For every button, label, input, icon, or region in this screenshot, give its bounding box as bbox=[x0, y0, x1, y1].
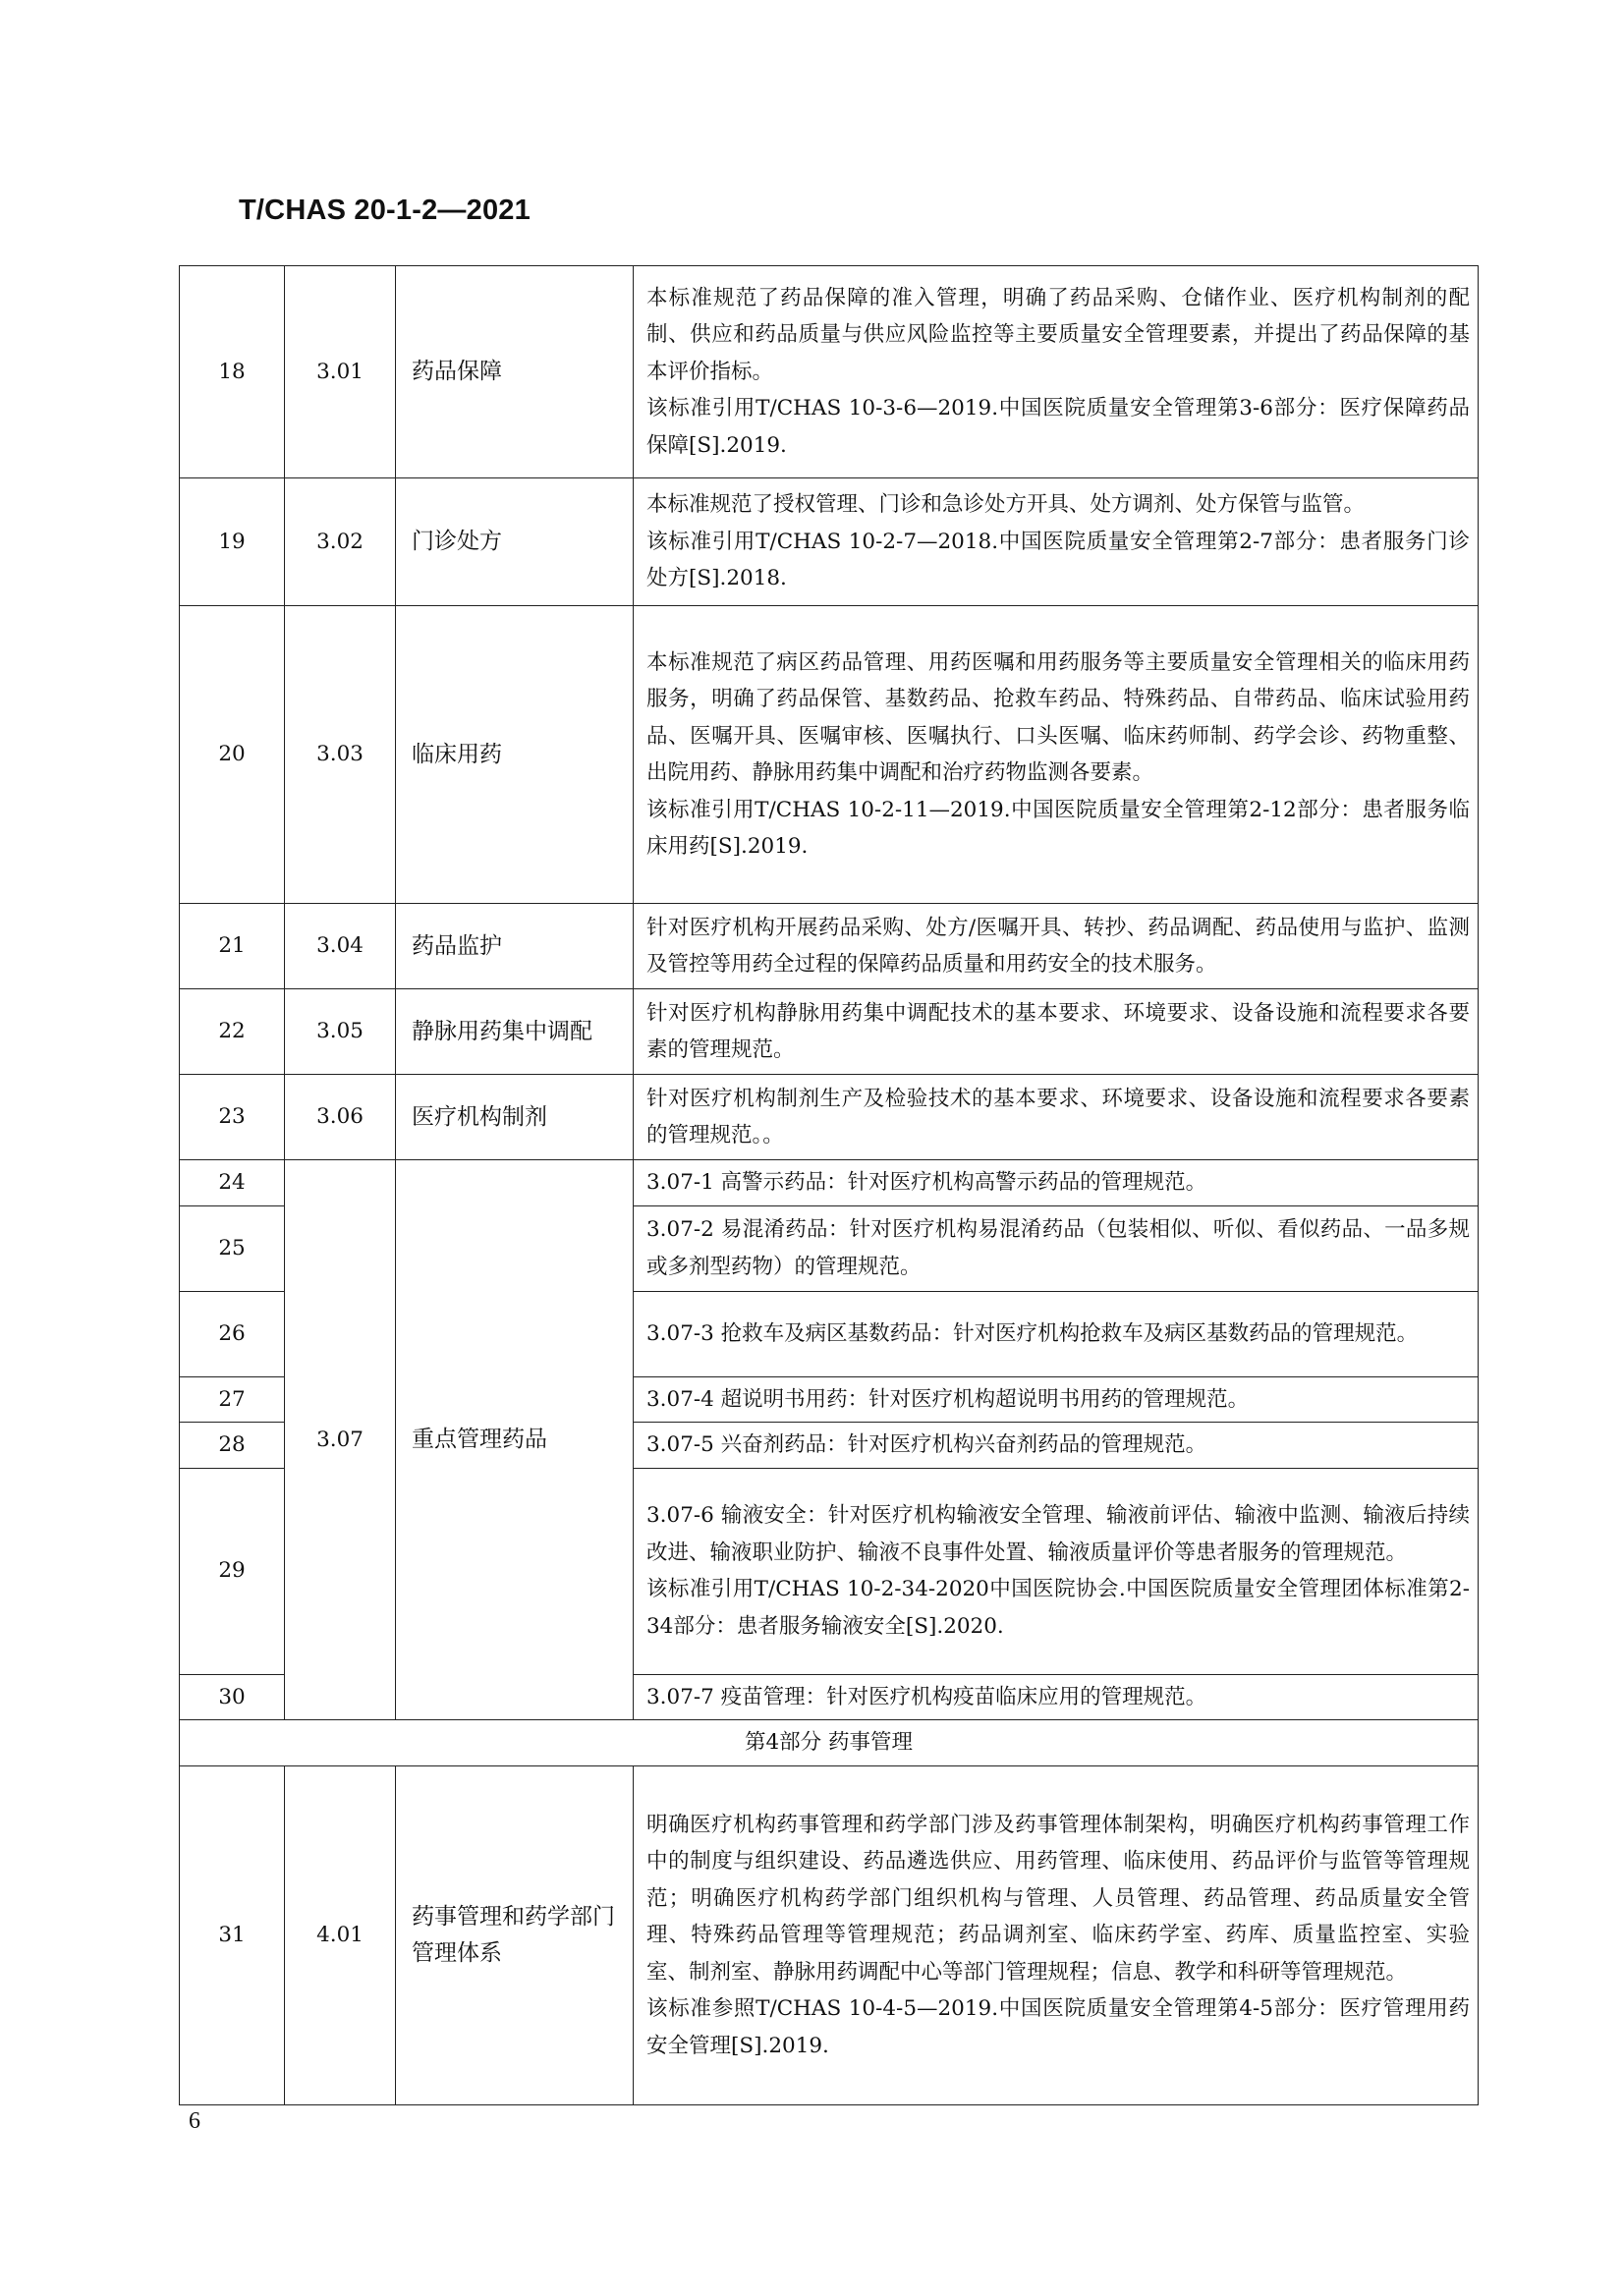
row-number: 27 bbox=[180, 1376, 285, 1423]
row-number: 31 bbox=[180, 1766, 285, 2105]
description-paragraph: 3.07-5 兴奋剂药品：针对医疗机构兴奋剂药品的管理规范。 bbox=[646, 1432, 1207, 1457]
clause-code: 3.03 bbox=[285, 606, 396, 904]
description-paragraph: 针对医疗机构静脉用药集中调配技术的基本要求、环境要求、设备设施和流程要求各要素的管理规范。 bbox=[646, 1000, 1470, 1062]
row-number: 28 bbox=[180, 1423, 285, 1469]
standards-table bbox=[179, 265, 1479, 2105]
description-reference: 该标准参照T/CHAS 10-4-5—2019.中国医院质量安全管理第4-5部分：医疗管理用药安全管理[S].2019. bbox=[646, 1996, 1470, 2058]
description-paragraph: 3.07-6 输液安全：针对医疗机构输液安全管理、输液前评估、输液中监测、输液后持续改进、输液职业防护、输液不良事件处置、输液质量评价等患者服务的管理规范。 bbox=[646, 1503, 1470, 1565]
row-number: 30 bbox=[180, 1674, 285, 1720]
item-description bbox=[634, 989, 1479, 1075]
row-number: 29 bbox=[180, 1468, 285, 1674]
item-description bbox=[634, 1423, 1479, 1469]
clause-code: 3.05 bbox=[285, 989, 396, 1075]
item-description bbox=[634, 1376, 1479, 1423]
description-paragraph: 3.07-7 疫苗管理：针对医疗机构疫苗临床应用的管理规范。 bbox=[646, 1684, 1207, 1709]
description-paragraph: 3.07-2 易混淆药品：针对医疗机构易混淆药品（包装相似、听似、看似药品、一品多规或多剂型药物）的管理规范。 bbox=[646, 1217, 1470, 1279]
item-description bbox=[634, 1766, 1479, 2105]
row-number: 18 bbox=[180, 266, 285, 478]
clause-code: 3.07 bbox=[285, 1160, 396, 1720]
description-reference: 该标准引用T/CHAS 10-2-7—2018.中国医院质量安全管理第2-7部分：患者服务门诊处方[S].2018. bbox=[646, 529, 1470, 591]
clause-code: 3.04 bbox=[285, 904, 396, 989]
item-description bbox=[634, 1468, 1479, 1674]
table-row bbox=[180, 1766, 1479, 2105]
clause-code: 3.02 bbox=[285, 478, 396, 606]
row-number: 25 bbox=[180, 1205, 285, 1291]
item-description bbox=[634, 1291, 1479, 1376]
table-row bbox=[180, 478, 1479, 606]
table-row bbox=[180, 1075, 1479, 1160]
table-row bbox=[180, 989, 1479, 1075]
row-number: 24 bbox=[180, 1160, 285, 1206]
item-description bbox=[634, 478, 1479, 606]
clause-code: 3.01 bbox=[285, 266, 396, 478]
description-paragraph: 针对医疗机构制剂生产及检验技术的基本要求、环境要求、设备设施和流程要求各要素的管理规范。。 bbox=[646, 1086, 1470, 1148]
item-description bbox=[634, 1160, 1479, 1206]
description-reference: 该标准引用T/CHAS 10-2-11—2019.中国医院质量安全管理第2-12部分：患者服务临床用药[S].2019. bbox=[646, 797, 1470, 859]
table-row bbox=[180, 606, 1479, 904]
row-number: 26 bbox=[180, 1291, 285, 1376]
item-description bbox=[634, 1205, 1479, 1291]
item-description bbox=[634, 1075, 1479, 1160]
item-name: 门诊处方 bbox=[396, 478, 634, 606]
item-description bbox=[634, 266, 1479, 478]
item-name: 医疗机构制剂 bbox=[396, 1075, 634, 1160]
table-row bbox=[180, 1160, 1479, 1206]
clause-code: 4.01 bbox=[285, 1766, 396, 2105]
description-paragraph: 本标准规范了药品保障的准入管理，明确了药品采购、仓储作业、医疗机构制剂的配制、供应和药品质量与供应风险监控等主要质量安全管理要素，并提出了药品保障的基本评价指标。 bbox=[646, 285, 1470, 384]
item-name: 药品保障 bbox=[396, 266, 634, 478]
description-paragraph: 3.07-4 超说明书用药：针对医疗机构超说明书用药的管理规范。 bbox=[646, 1386, 1250, 1412]
description-paragraph: 明确医疗机构药事管理和药学部门涉及药事管理体制架构，明确医疗机构药事管理工作中的制度与组织建设、药品遴选供应、用药管理、临床使用、药品评价与监管等管理规范；明确医疗机构药学部门组织机构与管理、人员管理、药品管理、药品质量安全管理、特殊药品管理等管理规范；药品调剂室、临床药学室、药库、质量监控室、实验室、制剂室、静脉用药调配中心等部门管理规程；信息、教学和科研等管理规范。 bbox=[646, 1812, 1470, 1985]
item-description bbox=[634, 1674, 1479, 1720]
row-number: 22 bbox=[180, 989, 285, 1075]
page-number: 6 bbox=[189, 2108, 200, 2134]
item-name: 药品监护 bbox=[396, 904, 634, 989]
description-reference: 该标准引用T/CHAS 10-3-6—2019.中国医院质量安全管理第3-6部分：医疗保障药品保障[S].2019. bbox=[646, 396, 1470, 458]
description-paragraph: 本标准规范了授权管理、门诊和急诊处方开具、处方调剂、处方保管与监管。 bbox=[646, 492, 1366, 518]
document-code: T/CHAS 20-1-2—2021 bbox=[239, 195, 531, 226]
item-description bbox=[634, 904, 1479, 989]
clause-code: 3.06 bbox=[285, 1075, 396, 1160]
description-paragraph: 针对医疗机构开展药品采购、处方/医嘱开具、转抄、药品调配、药品使用与监护、监测及管控等用药全过程的保障药品质量和用药安全的技术服务。 bbox=[646, 915, 1470, 977]
description-reference: 该标准引用T/CHAS 10-2-34-2020中国医院协会.中国医院质量安全管理团体标准第2-34部分：患者服务输液安全[S].2020. bbox=[646, 1577, 1470, 1639]
row-number: 21 bbox=[180, 904, 285, 989]
row-number: 23 bbox=[180, 1075, 285, 1160]
item-description bbox=[634, 606, 1479, 904]
description-paragraph: 3.07-3 抢救车及病区基数药品：针对医疗机构抢救车及病区基数药品的管理规范。 bbox=[646, 1320, 1419, 1346]
description-paragraph: 3.07-1 高警示药品：针对医疗机构高警示药品的管理规范。 bbox=[646, 1170, 1207, 1195]
section-title: 第4部分 药事管理 bbox=[180, 1720, 1479, 1766]
item-name: 药事管理和药学部门管理体系 bbox=[396, 1766, 634, 2105]
table-row bbox=[180, 266, 1479, 478]
item-name: 临床用药 bbox=[396, 606, 634, 904]
table-row bbox=[180, 904, 1479, 989]
description-paragraph: 本标准规范了病区药品管理、用药医嘱和用药服务等主要质量安全管理相关的临床用药服务，明确了药品保管、基数药品、抢救车药品、特殊药品、自带药品、临床试验用药品、医嘱开具、医嘱审核、医嘱执行、口头医嘱、临床药师制、药学会诊、药物重整、出院用药、静脉用药集中调配和治疗药物监测各要素。 bbox=[646, 649, 1470, 785]
item-name: 静脉用药集中调配 bbox=[396, 989, 634, 1075]
item-name: 重点管理药品 bbox=[396, 1160, 634, 1720]
row-number: 19 bbox=[180, 478, 285, 606]
row-number: 20 bbox=[180, 606, 285, 904]
section-row bbox=[180, 1720, 1479, 1766]
